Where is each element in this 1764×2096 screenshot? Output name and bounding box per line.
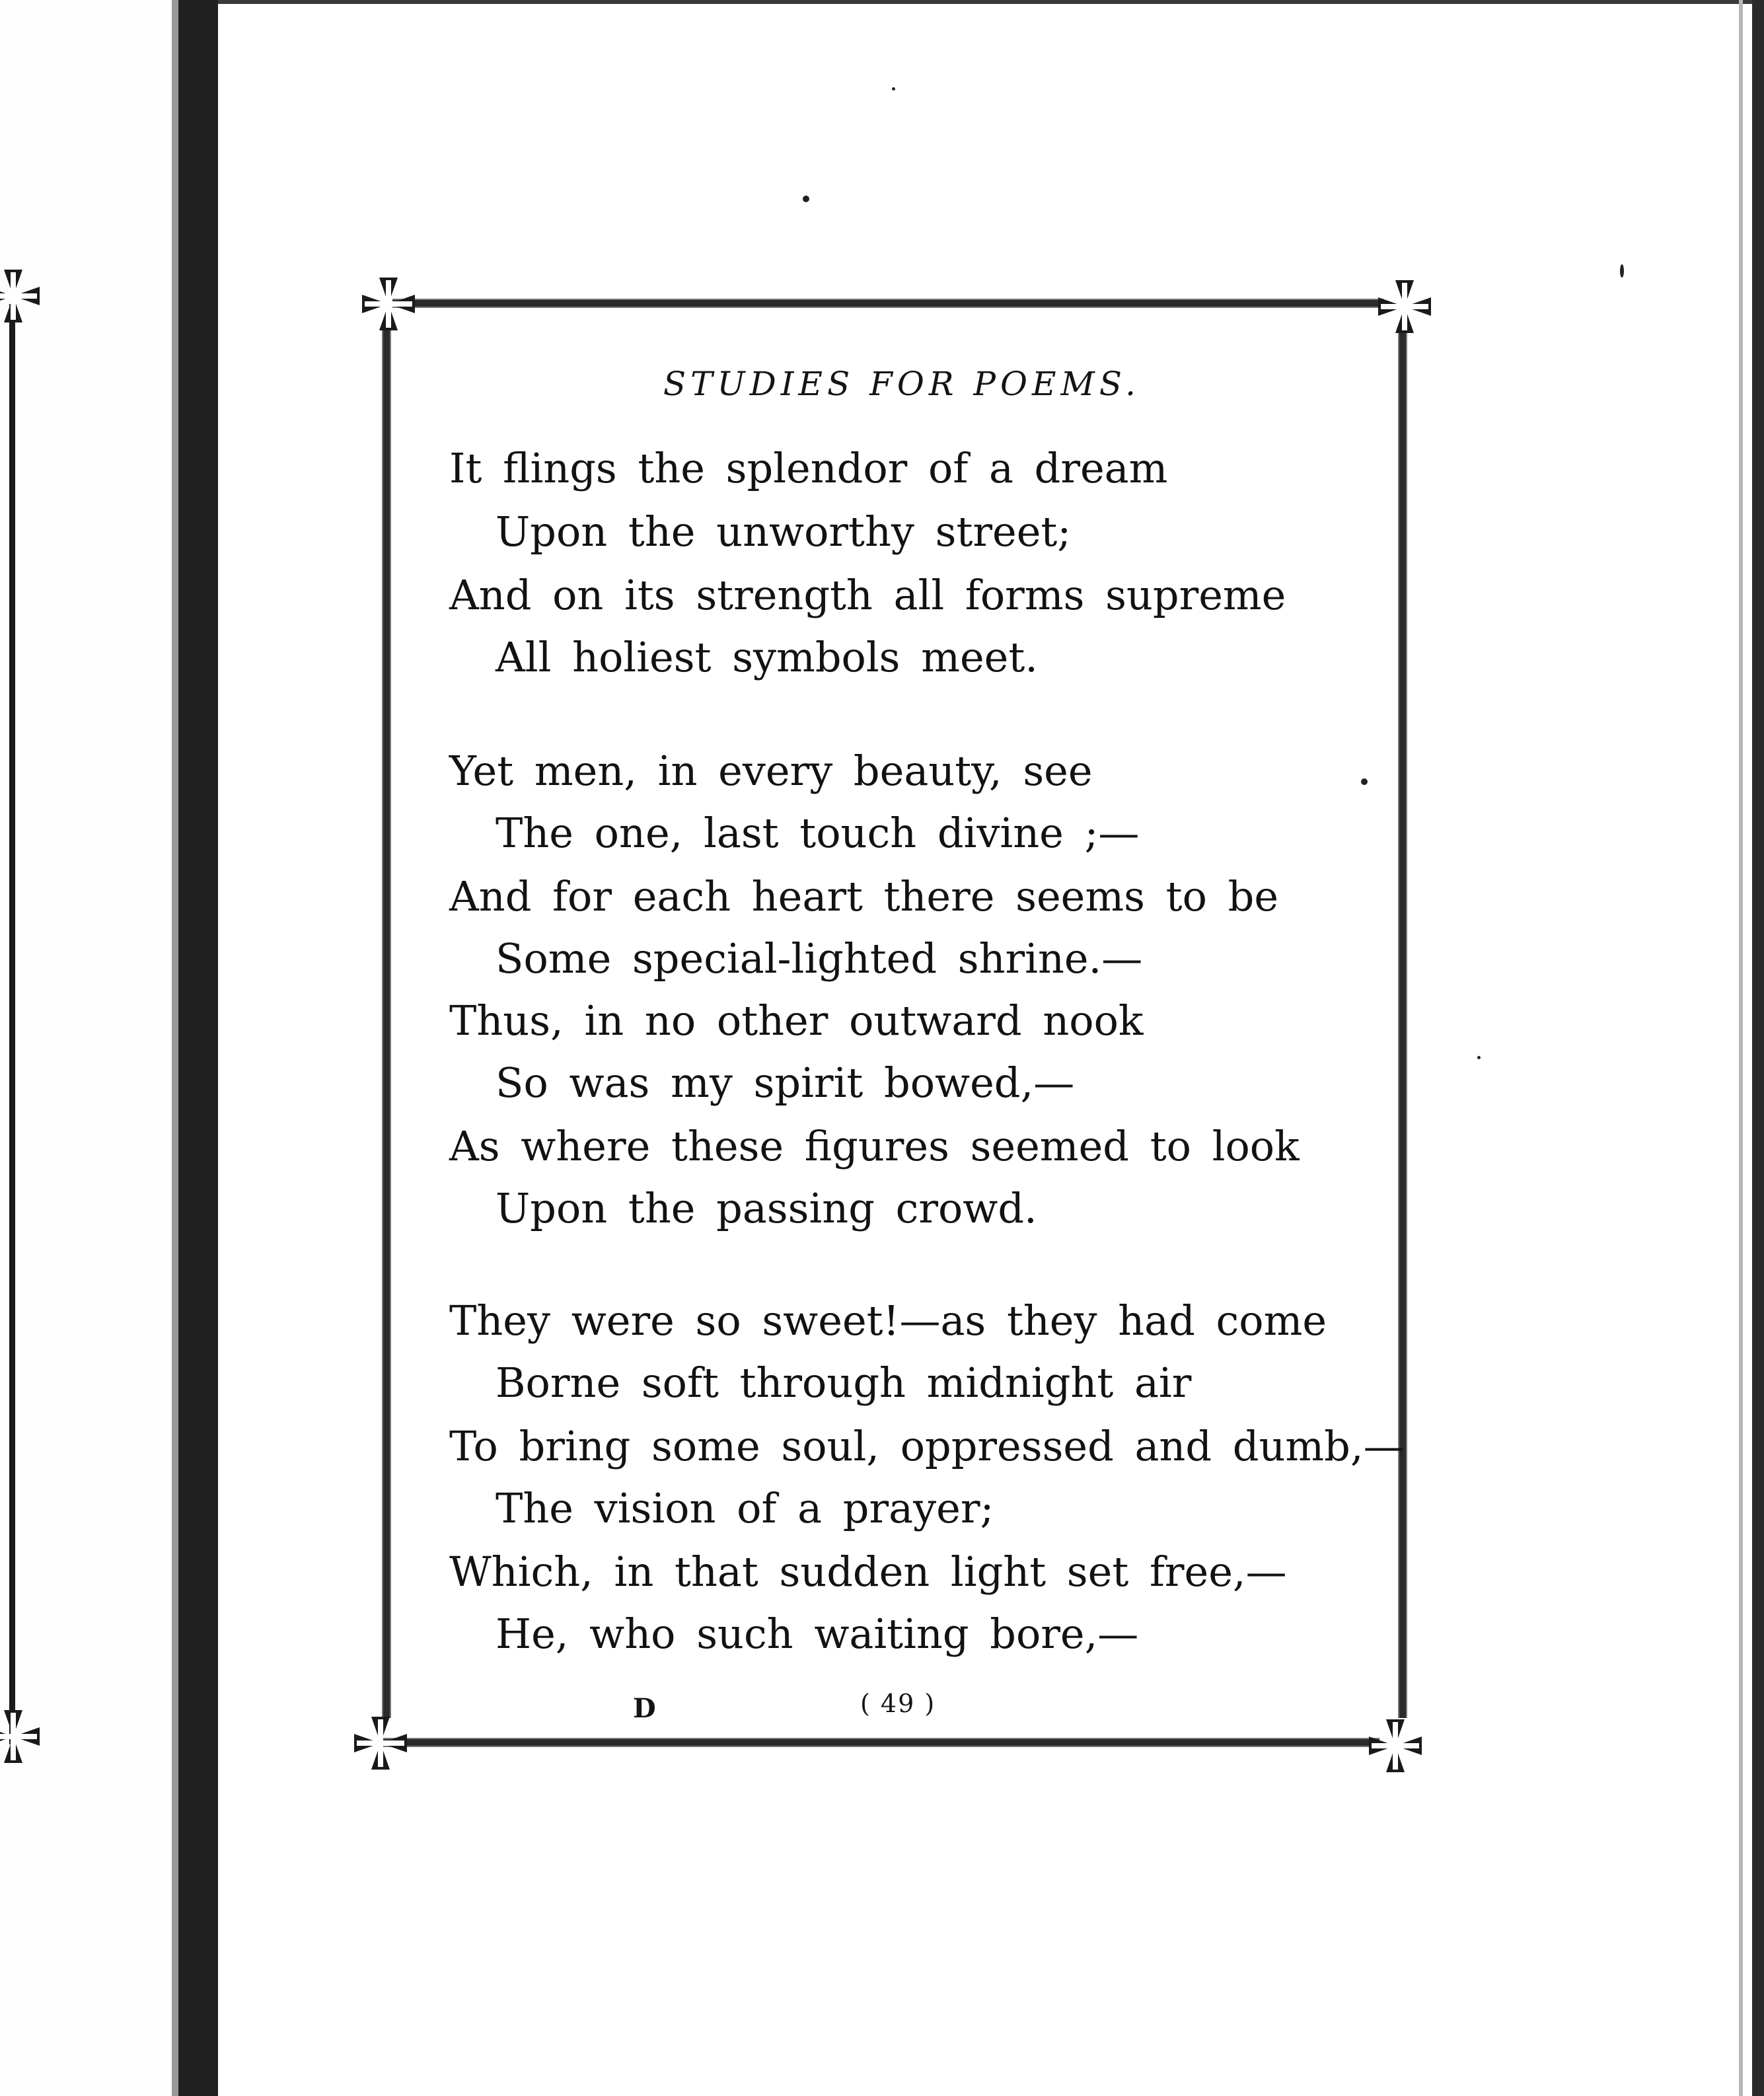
scan-top-edge [218, 0, 1764, 4]
poem-line: Thus, in no other outward nook [449, 996, 1144, 1045]
frame-left-rule [382, 324, 391, 1718]
maltese-cross-icon [0, 268, 41, 324]
frame-bottom-rule [382, 1738, 1379, 1747]
maltese-cross-icon [353, 1715, 408, 1771]
poem-line: So was my spirit bowed,— [496, 1059, 1075, 1107]
frame-top-rule [392, 299, 1383, 308]
scan-speck [803, 196, 809, 202]
poem-line: The vision of a prayer; [496, 1484, 994, 1532]
poem-line: It flings the splendor of a dream [449, 444, 1168, 492]
poem-line: The one, last touch divine ;— [496, 809, 1140, 857]
scan-speck [892, 87, 895, 91]
poem-line: To bring some soul, oppressed and dumb,— [449, 1422, 1405, 1470]
poem-line: They were so sweet!—as they had come [449, 1296, 1327, 1345]
scan-speck [1477, 1056, 1481, 1059]
poem-line: Borne soft through midnight air [496, 1359, 1192, 1407]
signature-mark: D [633, 1693, 656, 1724]
scan-speck [1620, 264, 1624, 278]
book-gutter [178, 0, 218, 2096]
poem-line: Yet men, in every beauty, see [449, 747, 1093, 795]
frame-right-rule [1398, 328, 1407, 1718]
binding-shadow [172, 0, 178, 2096]
poem-line: All holiest symbols meet. [496, 633, 1038, 681]
scan-right-shadow [1739, 0, 1743, 2096]
poem-line: And on its strength all forms supreme [449, 571, 1286, 619]
poem-line: As where these figures seemed to look [449, 1122, 1300, 1170]
scan-speck [1361, 778, 1368, 785]
poem-line: He, who such waiting bore,— [496, 1610, 1139, 1658]
maltese-cross-icon [1368, 1718, 1423, 1774]
maltese-cross-icon [361, 276, 416, 332]
page-number: ( 49 ) [860, 1689, 936, 1718]
poem-line: And for each heart there seems to be [449, 872, 1279, 920]
poem-line: Upon the passing crowd. [496, 1184, 1037, 1232]
poem-line: Which, in that sudden light set free,— [449, 1548, 1287, 1596]
maltese-cross-icon [0, 1709, 41, 1764]
poem-line: Upon the unworthy street; [496, 507, 1072, 556]
scan-right-edge [1752, 0, 1764, 2096]
maltese-cross-icon [1377, 279, 1432, 334]
page-heading: STUDIES FOR POEMS. [663, 365, 1141, 403]
facing-page-border-rule [9, 304, 15, 1744]
poem-line: Some special-lighted shrine.— [496, 934, 1143, 983]
